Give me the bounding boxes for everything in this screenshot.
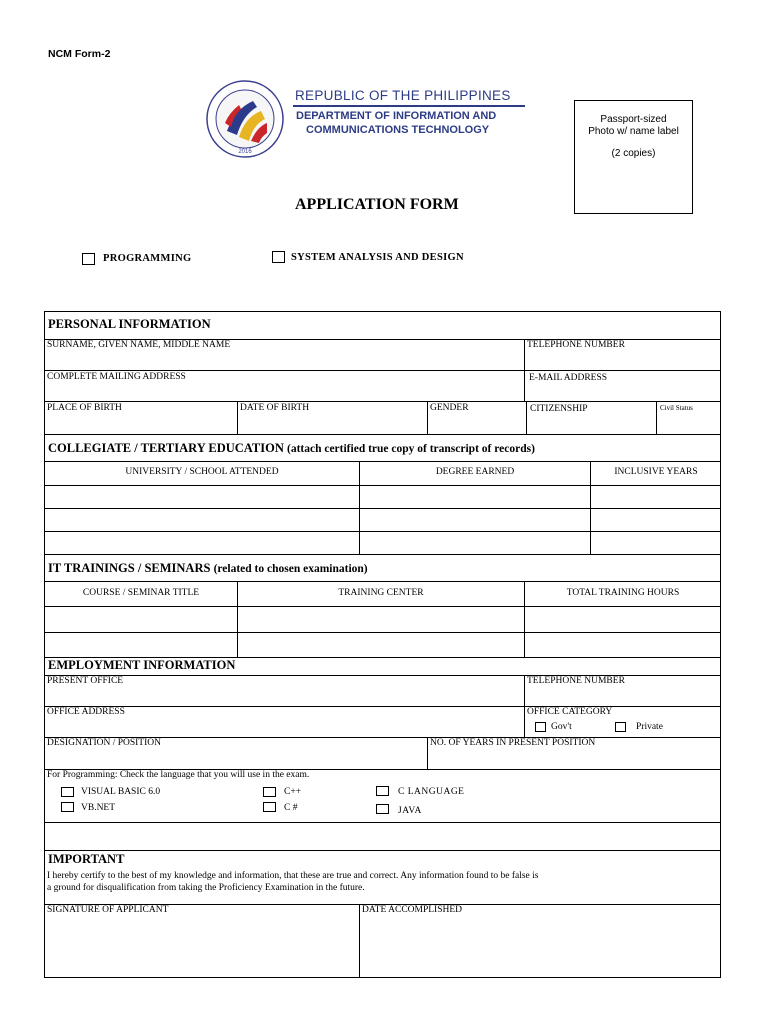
row-divider bbox=[44, 850, 721, 851]
row-divider bbox=[44, 706, 721, 707]
training-row2-title[interactable] bbox=[45, 633, 237, 657]
office-telephone-label: TELEPHONE NUMBER bbox=[527, 676, 625, 686]
education-heading-note: (attach certified true copy of transcript of records) bbox=[286, 443, 535, 455]
citizenship-field[interactable] bbox=[527, 415, 655, 433]
signature-label: SIGNATURE OF APPLICANT bbox=[47, 905, 169, 915]
training-row1-title[interactable] bbox=[45, 607, 237, 632]
civil-status-field[interactable] bbox=[657, 415, 720, 433]
education-heading bbox=[48, 442, 535, 456]
telephone-field[interactable] bbox=[525, 351, 720, 369]
vb6-label: VISUAL BASIC 6.0 bbox=[81, 787, 161, 797]
clang-checkbox[interactable] bbox=[376, 786, 389, 796]
training-col-center: TRAINING CENTER bbox=[338, 588, 424, 598]
training-col-hours: TOTAL TRAINING HOURS bbox=[566, 588, 680, 598]
training-row1-hours[interactable] bbox=[525, 607, 720, 632]
republic-heading: REPUBLIC OF THE PHILIPPINES bbox=[295, 88, 511, 103]
govt-checkbox[interactable] bbox=[535, 722, 546, 732]
birthplace-label: PLACE OF BIRTH bbox=[47, 403, 122, 413]
department-line1: DEPARTMENT OF INFORMATION AND bbox=[296, 110, 497, 122]
edu-col-years: INCLUSIVE YEARS bbox=[614, 467, 698, 477]
office-category-label: OFFICE CATEGORY bbox=[527, 707, 613, 717]
form-code: NCM Form-2 bbox=[48, 48, 111, 60]
form-title: APPLICATION FORM bbox=[295, 196, 459, 213]
sad-label: SYSTEM ANALYSIS AND DESIGN bbox=[291, 252, 464, 263]
edu-row1-school[interactable] bbox=[45, 486, 359, 508]
photo-box-line3: (2 copies) bbox=[611, 148, 656, 159]
vb6-checkbox[interactable] bbox=[61, 787, 74, 797]
dict-seal-logo bbox=[205, 79, 285, 159]
edu-col-degree: DEGREE EARNED bbox=[435, 467, 515, 477]
years-position-field[interactable] bbox=[428, 750, 720, 769]
row-divider bbox=[44, 554, 721, 555]
col-divider bbox=[524, 675, 525, 737]
office-telephone-field[interactable] bbox=[525, 688, 720, 706]
present-office-label: PRESENT OFFICE bbox=[47, 676, 124, 686]
telephone-label: TELEPHONE NUMBER bbox=[527, 340, 625, 350]
cpp-checkbox[interactable] bbox=[263, 787, 276, 797]
row-divider bbox=[44, 370, 721, 371]
certification-line1: I hereby certify to the best of my knowledge and information, that these are true and correct. Any information found to be false is bbox=[47, 871, 539, 881]
department-line2: COMMUNICATIONS TECHNOLOGY bbox=[306, 124, 490, 136]
edu-row2-years[interactable] bbox=[591, 509, 720, 531]
csharp-checkbox[interactable] bbox=[263, 802, 276, 812]
training-row2-center[interactable] bbox=[238, 633, 524, 657]
edu-row2-school[interactable] bbox=[45, 509, 359, 531]
edu-col-school: UNIVERSITY / SCHOOL ATTENDED bbox=[125, 467, 279, 477]
java-label: JAVA bbox=[398, 806, 422, 816]
citizenship-label: CITIZENSHIP bbox=[530, 404, 588, 414]
birthdate-field[interactable] bbox=[238, 414, 426, 433]
date-accomplished-field[interactable] bbox=[360, 917, 720, 977]
civil-status-label: Civil Status bbox=[660, 404, 693, 412]
language-prompt: For Programming: Check the language that you will use in the exam. bbox=[47, 770, 310, 780]
edu-row3-degree[interactable] bbox=[360, 532, 590, 554]
govt-label: Gov't bbox=[551, 722, 572, 732]
training-row2-hours[interactable] bbox=[525, 633, 720, 657]
edu-row3-school[interactable] bbox=[45, 532, 359, 554]
clang-label: C LANGUAGE bbox=[398, 787, 465, 797]
csharp-label: C # bbox=[284, 803, 298, 813]
certification-line2: a ground for disqualification from taking the Proficiency Examination in the future. bbox=[47, 883, 365, 893]
header-rule bbox=[293, 105, 525, 107]
photo-box-line2: Photo w/ name label bbox=[588, 126, 679, 137]
row-divider bbox=[44, 581, 721, 582]
edu-row1-degree[interactable] bbox=[360, 486, 590, 508]
birthdate-label: DATE OF BIRTH bbox=[240, 403, 310, 413]
full-name-field[interactable] bbox=[45, 351, 523, 369]
vbnet-label: VB.NET bbox=[81, 803, 116, 813]
training-row1-center[interactable] bbox=[238, 607, 524, 632]
row-divider bbox=[44, 461, 721, 462]
birthplace-field[interactable] bbox=[45, 414, 236, 433]
trainings-heading-note: (related to chosen examination) bbox=[213, 563, 368, 575]
cpp-label: C++ bbox=[284, 787, 302, 797]
years-position-label: NO. OF YEARS IN PRESENT POSITION bbox=[430, 738, 596, 748]
trainings-heading bbox=[48, 562, 368, 576]
edu-row1-years[interactable] bbox=[591, 486, 720, 508]
java-checkbox[interactable] bbox=[376, 804, 389, 814]
edu-row2-degree[interactable] bbox=[360, 509, 590, 531]
photo-box-line1: Passport-sized bbox=[600, 114, 667, 125]
mailing-address-label: COMPLETE MAILING ADDRESS bbox=[47, 372, 186, 382]
edu-row3-years[interactable] bbox=[591, 532, 720, 554]
language-notes-field[interactable] bbox=[45, 823, 720, 850]
row-divider bbox=[44, 434, 721, 435]
trainings-heading-title: IT TRAININGS / SEMINARS bbox=[48, 561, 211, 575]
full-name-label: SURNAME, GIVEN NAME, MIDDLE NAME bbox=[47, 340, 231, 350]
programming-label: PROGRAMMING bbox=[103, 253, 192, 264]
vbnet-checkbox[interactable] bbox=[61, 802, 74, 812]
row-divider bbox=[44, 401, 721, 402]
designation-field[interactable] bbox=[45, 750, 426, 769]
signature-field[interactable] bbox=[45, 917, 358, 977]
office-address-label: OFFICE ADDRESS bbox=[47, 707, 125, 717]
gender-field[interactable] bbox=[428, 414, 525, 433]
private-label: Private bbox=[636, 722, 663, 732]
mailing-address-field[interactable] bbox=[45, 383, 523, 400]
employment-heading: EMPLOYMENT INFORMATION bbox=[48, 658, 236, 672]
email-field[interactable] bbox=[525, 384, 720, 400]
personal-info-heading: PERSONAL INFORMATION bbox=[48, 317, 211, 331]
important-heading: IMPORTANT bbox=[48, 852, 125, 866]
designation-label: DESIGNATION / POSITION bbox=[47, 738, 161, 748]
photo-box bbox=[574, 100, 693, 214]
email-label: E-MAIL ADDRESS bbox=[529, 373, 608, 383]
sad-checkbox[interactable] bbox=[272, 251, 285, 263]
svg-text:2016: 2016 bbox=[238, 149, 252, 155]
private-checkbox[interactable] bbox=[615, 722, 626, 732]
office-address-field[interactable] bbox=[45, 719, 523, 737]
education-heading-title: COLLEGIATE / TERTIARY EDUCATION bbox=[48, 441, 284, 455]
gender-label: GENDER bbox=[430, 403, 469, 413]
date-accomplished-label: DATE ACCOMPLISHED bbox=[362, 905, 463, 915]
programming-checkbox[interactable] bbox=[82, 253, 95, 265]
training-col-title: COURSE / SEMINAR TITLE bbox=[82, 588, 200, 598]
present-office-field[interactable] bbox=[45, 688, 523, 706]
